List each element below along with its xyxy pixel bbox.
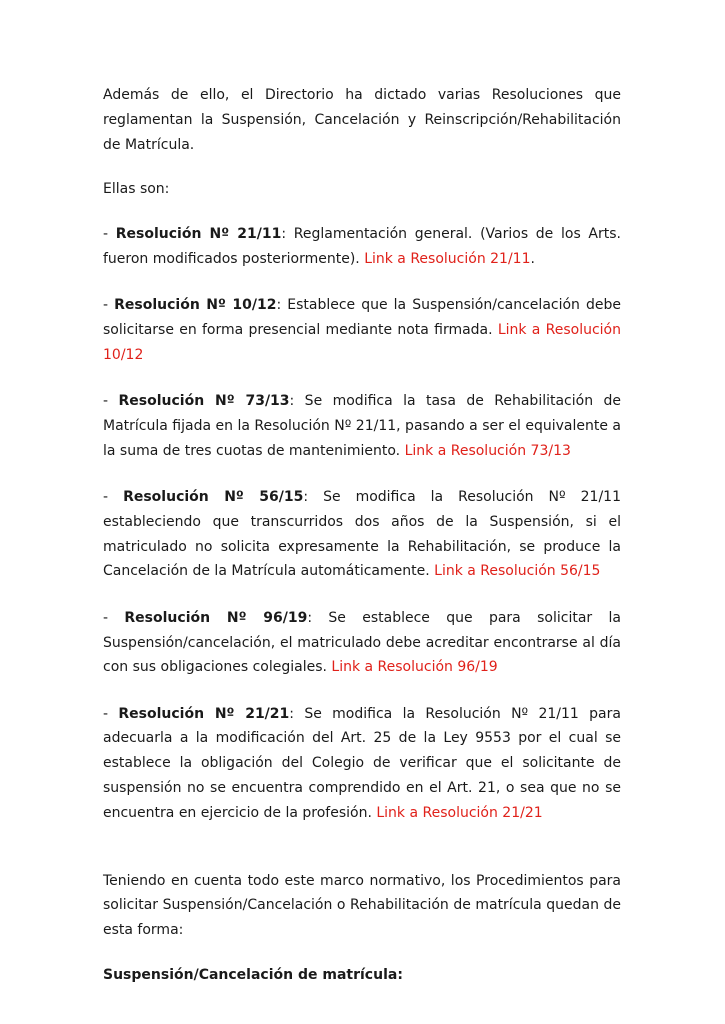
section-heading: Suspensión/Cancelación de matrícula: xyxy=(103,967,403,984)
resolution-title: Resolución Nº 56/15 xyxy=(123,489,304,506)
resolution-text: : Se modifica la Resolución Nº 21/11 estableciendo que transcurridos dos años de la Suspensión, si el matriculado no solicita expresamente la Rehabilitación, se produce la Cancelación de la Matrícula automáticamente. xyxy=(103,489,621,580)
ellas-son-paragraph: Ellas son: xyxy=(103,181,170,198)
resolution-title: Resolución Nº 10/12 xyxy=(114,297,277,314)
closing-paragraph: Teniendo en cuenta todo este marco normativo, los Procedimientos para solicitar Suspensión/Cancelación o Rehabilitación de matrícula quedan de esta forma: xyxy=(103,872,621,939)
resolution-item xyxy=(103,389,621,463)
resolution-title: Resolución Nº 96/19 xyxy=(124,609,308,626)
resolution-text: : Reglamentación general. (Varios de los Arts. fueron modificados posteriormente). xyxy=(103,226,621,267)
document-body xyxy=(103,83,621,988)
resolution-link[interactable]: Link a Resolución 96/19 xyxy=(331,659,498,676)
resolution-item xyxy=(103,702,621,826)
resolution-link[interactable]: Link a Resolución 56/15 xyxy=(434,563,601,580)
resolution-dash: - xyxy=(103,393,119,410)
resolution-item xyxy=(103,606,621,680)
resolution-item xyxy=(103,293,621,367)
resolution-item xyxy=(103,485,621,584)
resolution-dash: - xyxy=(103,297,115,314)
resolution-text: : Se modifica la Resolución Nº 21/11 para adecuarla a la modificación del Art. 25 de la Ley 9553 por el cual se establece la obligación del Colegio de verificar que el solicitante de suspensión no se encuentra comprendido en el Art. 21, o sea que no se encuentra en ejercicio de la profesión. xyxy=(103,705,621,821)
resolution-dash: - xyxy=(103,705,119,722)
resolution-text: : Establece que la Suspensión/cancelación debe solicitarse en forma presencial mediante nota firmada. xyxy=(103,297,621,339)
resolution-text: : Se modifica la tasa de Rehabilitación de Matrícula fijada en la Resolución Nº 21/11, pasando a ser el equivalente a la suma de tres cuotas de mantenimiento. xyxy=(103,393,621,459)
resolution-item xyxy=(103,222,621,272)
resolution-suffix: . xyxy=(530,250,535,267)
resolution-dash: - xyxy=(103,226,116,243)
resolution-link[interactable]: Link a Resolución 10/12 xyxy=(103,322,621,363)
resolution-link[interactable]: Link a Resolución 21/11 xyxy=(364,250,531,267)
resolution-title: Resolución Nº 21/11 xyxy=(115,226,282,243)
resolution-text: : Se establece que para solicitar la Suspensión/cancelación, el matriculado debe acreditar encontrarse al día con sus obligaciones colegiales. xyxy=(103,609,621,676)
intro-paragraph: Además de ello, el Directorio ha dictado varias Resoluciones que reglamentan la Suspensión, Cancelación y Reinscripción/Rehabilitación de Matrícula. xyxy=(103,87,621,153)
resolution-title: Resolución Nº 21/21 xyxy=(118,705,290,722)
resolution-link[interactable]: Link a Resolución 21/21 xyxy=(376,804,543,821)
resolution-dash: - xyxy=(103,489,124,506)
resolution-title: Resolución Nº 73/13 xyxy=(118,393,290,410)
resolution-link[interactable]: Link a Resolución 73/13 xyxy=(404,442,571,459)
resolution-dash: - xyxy=(103,609,125,626)
